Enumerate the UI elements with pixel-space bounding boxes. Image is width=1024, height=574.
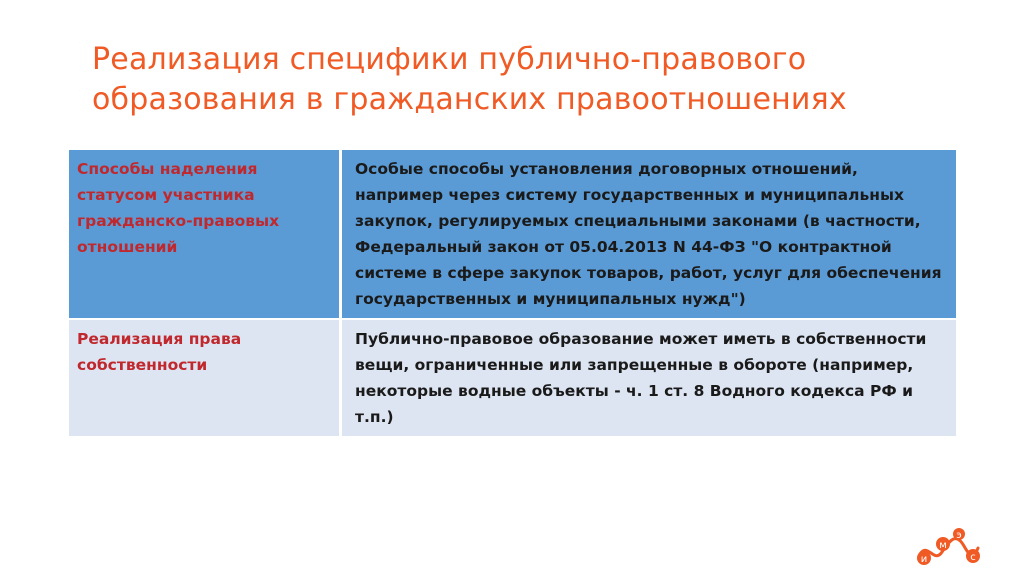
logo-letter: с xyxy=(970,552,976,563)
row-text: Особые способы установления договорных отношений, например через систему государственных и муниципальных закупок, регулируемых специальными законами (в частности, Федеральный закон от 05.04.2013 N 44-ФЗ "О контрактной системе в сфере закупок товаров, работ, услуг для обеспечения государственных и муниципальных нужд") xyxy=(341,150,957,319)
logo-letter: м xyxy=(939,540,947,551)
logo-letter: и xyxy=(920,554,928,565)
imes-logo-icon xyxy=(916,524,982,568)
slide-title-line1: Реализация специфики публично-правового xyxy=(92,42,807,77)
slide-title xyxy=(92,40,972,120)
row-label: Способы наделения статусом участника гражданско-правовых отношений xyxy=(69,150,341,319)
table-row xyxy=(69,319,956,437)
row-label: Реализация права собственности xyxy=(69,319,341,437)
logo-letter: э xyxy=(956,530,962,541)
row-text: Публично-правовое образование может иметь в собственности вещи, ограниченные или запрещенные в обороте (например, некоторые водные объекты - ч. 1 ст. 8 Водного кодекса РФ и т.п.) xyxy=(341,319,957,437)
content-table xyxy=(69,150,956,438)
slide-title-line2: образования в гражданских правоотношениях xyxy=(92,82,847,117)
table-row xyxy=(69,150,956,319)
